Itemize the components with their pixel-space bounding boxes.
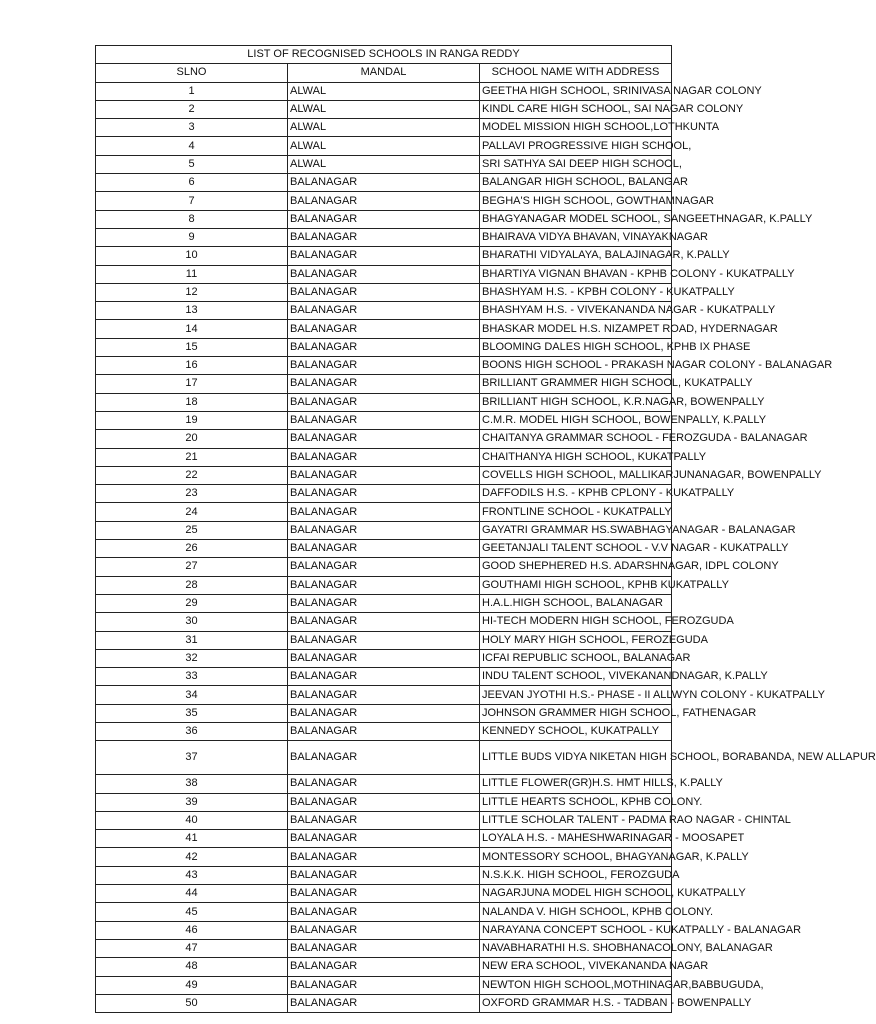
cell-school: GOUTHAMI HIGH SCHOOL, KPHB KUKATPALLY: [480, 576, 672, 594]
table-row: [96, 830, 672, 848]
cell-slno: 16: [96, 357, 288, 375]
table-row: [96, 866, 672, 884]
cell-slno: 35: [96, 704, 288, 722]
cell-slno: 20: [96, 430, 288, 448]
table-row: [96, 393, 672, 411]
cell-mandal: BALANAGAR: [288, 722, 480, 740]
cell-mandal: BALANAGAR: [288, 485, 480, 503]
cell-school: NALANDA V. HIGH SCHOOL, KPHB COLONY.: [480, 903, 672, 921]
cell-school: BHASHYAM H.S. - VIVEKANANDA NAGAR - KUKATPALLY: [480, 302, 672, 320]
cell-school: FRONTLINE SCHOOL - KUKATPALLY: [480, 503, 672, 521]
cell-mandal: BALANAGAR: [288, 741, 480, 775]
table-row: [96, 558, 672, 576]
table-row: [96, 430, 672, 448]
cell-slno: 33: [96, 668, 288, 686]
cell-slno: 13: [96, 302, 288, 320]
table-row: [96, 594, 672, 612]
cell-school: CHAITHANYA HIGH SCHOOL, KUKATPALLY: [480, 448, 672, 466]
cell-mandal: BALANAGAR: [288, 921, 480, 939]
cell-slno: 9: [96, 228, 288, 246]
cell-school: JOHNSON GRAMMER HIGH SCHOOL, FATHENAGAR: [480, 704, 672, 722]
table-row: [96, 503, 672, 521]
cell-slno: 37: [96, 741, 288, 775]
cell-mandal: BALANAGAR: [288, 704, 480, 722]
column-header-school: SCHOOL NAME WITH ADDRESS: [480, 64, 672, 82]
table-row: [96, 82, 672, 100]
cell-school: NEW ERA SCHOOL, VIVEKANANDA NAGAR: [480, 958, 672, 976]
cell-slno: 34: [96, 686, 288, 704]
cell-school: KINDL CARE HIGH SCHOOL, SAI NAGAR COLONY: [480, 100, 672, 118]
cell-slno: 45: [96, 903, 288, 921]
cell-mandal: BALANAGAR: [288, 594, 480, 612]
table-body: [96, 82, 876, 1013]
cell-school: BHARTIYA VIGNAN BHAVAN - KPHB COLONY - KUKATPALLY: [480, 265, 672, 283]
table-row: [96, 631, 672, 649]
cell-slno: 30: [96, 613, 288, 631]
table-row: [96, 265, 672, 283]
cell-school: N.S.K.K. HIGH SCHOOL, FEROZGUDA: [480, 866, 672, 884]
header-row: [96, 64, 672, 82]
cell-school: GEETHA HIGH SCHOOL, SRINIVASA NAGAR COLONY: [480, 82, 672, 100]
cell-school: HOLY MARY HIGH SCHOOL, FEROZEGUDA: [480, 631, 672, 649]
cell-mandal: BALANAGAR: [288, 302, 480, 320]
cell-mandal: ALWAL: [288, 82, 480, 100]
table-row: [96, 357, 672, 375]
table-row: [96, 247, 672, 265]
table-row: [96, 174, 672, 192]
cell-slno: 43: [96, 866, 288, 884]
table-row: [96, 668, 672, 686]
cell-slno: 48: [96, 958, 288, 976]
table-row: [96, 903, 672, 921]
table-row: [96, 137, 672, 155]
cell-mandal: BALANAGAR: [288, 265, 480, 283]
table-row: [96, 958, 672, 976]
table-row: [96, 976, 672, 994]
cell-slno: 12: [96, 283, 288, 301]
table-row: [96, 228, 672, 246]
table-row: [96, 939, 672, 957]
cell-slno: 22: [96, 466, 288, 484]
cell-slno: 36: [96, 722, 288, 740]
cell-slno: 46: [96, 921, 288, 939]
cell-mandal: BALANAGAR: [288, 192, 480, 210]
cell-school: LITTLE SCHOLAR TALENT - PADMA RAO NAGAR - CHINTAL: [480, 811, 672, 829]
cell-school: BHAGYANAGAR MODEL SCHOOL, SANGEETHNAGAR, K.PALLY: [480, 210, 672, 228]
cell-mandal: BALANAGAR: [288, 174, 480, 192]
cell-slno: 44: [96, 885, 288, 903]
cell-school: BEGHA'S HIGH SCHOOL, GOWTHAMNAGAR: [480, 192, 672, 210]
cell-school: INDU TALENT SCHOOL, VIVEKANANDNAGAR, K.PALLY: [480, 668, 672, 686]
cell-mandal: BALANAGAR: [288, 430, 480, 448]
cell-slno: 23: [96, 485, 288, 503]
cell-slno: 47: [96, 939, 288, 957]
cell-school: DAFFODILS H.S. - KPHB CPLONY - KUKATPALLY: [480, 485, 672, 503]
table-row: [96, 649, 672, 667]
cell-school: H.A.L.HIGH SCHOOL, BALANAGAR: [480, 594, 672, 612]
cell-mandal: BALANAGAR: [288, 903, 480, 921]
cell-school: C.M.R. MODEL HIGH SCHOOL, BOWENPALLY, K.PALLY: [480, 411, 672, 429]
table-row: [96, 448, 672, 466]
cell-slno: 24: [96, 503, 288, 521]
cell-school: NARAYANA CONCEPT SCHOOL - KUKATPALLY - BALANAGAR: [480, 921, 672, 939]
cell-mandal: BALANAGAR: [288, 811, 480, 829]
cell-mandal: BALANAGAR: [288, 540, 480, 558]
cell-school: LITTLE BUDS VIDYA NIKETAN HIGH SCHOOL, BORABANDA, NEW ALLAPUR: [480, 741, 672, 775]
cell-school: LITTLE FLOWER(GR)H.S. HMT HILLS, K.PALLY: [480, 775, 672, 793]
cell-slno: 17: [96, 375, 288, 393]
cell-mandal: BALANAGAR: [288, 958, 480, 976]
cell-mandal: BALANAGAR: [288, 393, 480, 411]
table-row: [96, 722, 672, 740]
table-row: [96, 119, 672, 137]
cell-slno: 10: [96, 247, 288, 265]
cell-mandal: BALANAGAR: [288, 521, 480, 539]
cell-mandal: BALANAGAR: [288, 558, 480, 576]
table-row: [96, 100, 672, 118]
cell-school: SRI SATHYA SAI DEEP HIGH SCHOOL,: [480, 155, 672, 173]
cell-school: BHASKAR MODEL H.S. NIZAMPET ROAD, HYDERNAGAR: [480, 320, 672, 338]
cell-slno: 2: [96, 100, 288, 118]
cell-school: MONTESSORY SCHOOL, BHAGYANAGAR, K.PALLY: [480, 848, 672, 866]
cell-mandal: BALANAGAR: [288, 885, 480, 903]
cell-slno: 25: [96, 521, 288, 539]
cell-slno: 41: [96, 830, 288, 848]
cell-school: BHASHYAM H.S. - KPBH COLONY - KUKATPALLY: [480, 283, 672, 301]
cell-mandal: BALANAGAR: [288, 411, 480, 429]
table-row: [96, 466, 672, 484]
cell-school: GAYATRI GRAMMAR HS.SWABHAGYANAGAR - BALANAGAR: [480, 521, 672, 539]
schools-list-sheet: [95, 45, 876, 1013]
cell-mandal: BALANAGAR: [288, 338, 480, 356]
cell-mandal: BALANAGAR: [288, 866, 480, 884]
table-row: [96, 848, 672, 866]
table-row: [96, 775, 672, 793]
table-row: [96, 994, 672, 1012]
table-row: [96, 338, 672, 356]
cell-slno: 49: [96, 976, 288, 994]
table-row: [96, 885, 672, 903]
cell-mandal: BALANAGAR: [288, 830, 480, 848]
table-row: [96, 155, 672, 173]
table-row: [96, 375, 672, 393]
table-row: [96, 741, 672, 775]
cell-slno: 28: [96, 576, 288, 594]
table-row: [96, 210, 672, 228]
cell-school: PALLAVI PROGRESSIVE HIGH SCHOOL,: [480, 137, 672, 155]
cell-mandal: BALANAGAR: [288, 976, 480, 994]
cell-slno: 4: [96, 137, 288, 155]
cell-school: GOOD SHEPHERED H.S. ADARSHNAGAR, IDPL COLONY: [480, 558, 672, 576]
cell-mandal: BALANAGAR: [288, 247, 480, 265]
cell-school: HI-TECH MODERN HIGH SCHOOL, FEROZGUDA: [480, 613, 672, 631]
column-header-slno: SLNO: [96, 64, 288, 82]
cell-school: BHARATHI VIDYALAYA, BALAJINAGAR, K.PALLY: [480, 247, 672, 265]
table-row: [96, 704, 672, 722]
cell-mandal: ALWAL: [288, 137, 480, 155]
cell-slno: 11: [96, 265, 288, 283]
cell-school: GEETANJALI TALENT SCHOOL - V.V NAGAR - KUKATPALLY: [480, 540, 672, 558]
cell-school: BALANGAR HIGH SCHOOL, BALANGAR: [480, 174, 672, 192]
cell-mandal: BALANAGAR: [288, 448, 480, 466]
cell-school: JEEVAN JYOTHI H.S.- PHASE - II ALLWYN COLONY - KUKATPALLY: [480, 686, 672, 704]
cell-school: OXFORD GRAMMAR H.S. - TADBAN - BOWENPALLY: [480, 994, 672, 1012]
table-row: [96, 686, 672, 704]
cell-school: KENNEDY SCHOOL, KUKATPALLY: [480, 722, 672, 740]
cell-mandal: BALANAGAR: [288, 613, 480, 631]
cell-slno: 1: [96, 82, 288, 100]
cell-mandal: BALANAGAR: [288, 994, 480, 1012]
cell-school: BRILLIANT HIGH SCHOOL, K.R.NAGAR, BOWENPALLY: [480, 393, 672, 411]
cell-slno: 3: [96, 119, 288, 137]
cell-school: NAVABHARATHI H.S. SHOBHANACOLONY, BALANAGAR: [480, 939, 672, 957]
cell-mandal: BALANAGAR: [288, 939, 480, 957]
cell-mandal: BALANAGAR: [288, 668, 480, 686]
cell-mandal: BALANAGAR: [288, 283, 480, 301]
table-row: [96, 811, 672, 829]
cell-mandal: BALANAGAR: [288, 686, 480, 704]
cell-slno: 29: [96, 594, 288, 612]
cell-mandal: ALWAL: [288, 119, 480, 137]
table-row: [96, 540, 672, 558]
cell-slno: 40: [96, 811, 288, 829]
cell-slno: 27: [96, 558, 288, 576]
cell-school: LOYALA H.S. - MAHESHWARINAGAR - MOOSAPET: [480, 830, 672, 848]
cell-mandal: BALANAGAR: [288, 503, 480, 521]
cell-school: ICFAI REPUBLIC SCHOOL, BALANAGAR: [480, 649, 672, 667]
cell-mandal: BALANAGAR: [288, 848, 480, 866]
cell-slno: 42: [96, 848, 288, 866]
cell-slno: 50: [96, 994, 288, 1012]
cell-mandal: BALANAGAR: [288, 320, 480, 338]
table-row: [96, 302, 672, 320]
cell-slno: 7: [96, 192, 288, 210]
cell-school: BRILLIANT GRAMMER HIGH SCHOOL, KUKATPALLY: [480, 375, 672, 393]
cell-slno: 18: [96, 393, 288, 411]
cell-mandal: BALANAGAR: [288, 228, 480, 246]
table-row: [96, 921, 672, 939]
cell-slno: 39: [96, 793, 288, 811]
cell-slno: 32: [96, 649, 288, 667]
cell-slno: 31: [96, 631, 288, 649]
cell-mandal: BALANAGAR: [288, 775, 480, 793]
table-row: [96, 793, 672, 811]
cell-school: BHAIRAVA VIDYA BHAVAN, VINAYAKNAGAR: [480, 228, 672, 246]
cell-school: LITTLE HEARTS SCHOOL, KPHB COLONY.: [480, 793, 672, 811]
cell-school: BOONS HIGH SCHOOL - PRAKASH NAGAR COLONY - BALANAGAR: [480, 357, 672, 375]
table-title: LIST OF RECOGNISED SCHOOLS IN RANGA REDDY: [96, 46, 672, 64]
cell-mandal: BALANAGAR: [288, 357, 480, 375]
title-row: [96, 46, 672, 64]
cell-slno: 14: [96, 320, 288, 338]
table-row: [96, 485, 672, 503]
cell-mandal: BALANAGAR: [288, 466, 480, 484]
cell-mandal: BALANAGAR: [288, 210, 480, 228]
cell-mandal: BALANAGAR: [288, 793, 480, 811]
cell-slno: 5: [96, 155, 288, 173]
cell-school: MODEL MISSION HIGH SCHOOL,LOTHKUNTA: [480, 119, 672, 137]
cell-mandal: BALANAGAR: [288, 649, 480, 667]
cell-mandal: BALANAGAR: [288, 375, 480, 393]
table-row: [96, 521, 672, 539]
cell-slno: 8: [96, 210, 288, 228]
table-row: [96, 576, 672, 594]
cell-school: COVELLS HIGH SCHOOL, MALLIKARJUNANAGAR, BOWENPALLY: [480, 466, 672, 484]
cell-slno: 6: [96, 174, 288, 192]
schools-table: [95, 45, 876, 1013]
cell-mandal: BALANAGAR: [288, 576, 480, 594]
cell-slno: 15: [96, 338, 288, 356]
cell-school: NEWTON HIGH SCHOOL,MOTHINAGAR,BABBUGUDA,: [480, 976, 672, 994]
table-row: [96, 320, 672, 338]
table-row: [96, 192, 672, 210]
cell-slno: 19: [96, 411, 288, 429]
cell-school: CHAITANYA GRAMMAR SCHOOL - FEROZGUDA - BALANAGAR: [480, 430, 672, 448]
table-row: [96, 613, 672, 631]
cell-school: NAGARJUNA MODEL HIGH SCHOOL, KUKATPALLY: [480, 885, 672, 903]
cell-slno: 26: [96, 540, 288, 558]
cell-mandal: ALWAL: [288, 155, 480, 173]
cell-school: BLOOMING DALES HIGH SCHOOL, KPHB IX PHASE: [480, 338, 672, 356]
cell-mandal: ALWAL: [288, 100, 480, 118]
table-row: [96, 411, 672, 429]
cell-mandal: BALANAGAR: [288, 631, 480, 649]
table-row: [96, 283, 672, 301]
column-header-mandal: MANDAL: [288, 64, 480, 82]
cell-slno: 38: [96, 775, 288, 793]
cell-slno: 21: [96, 448, 288, 466]
